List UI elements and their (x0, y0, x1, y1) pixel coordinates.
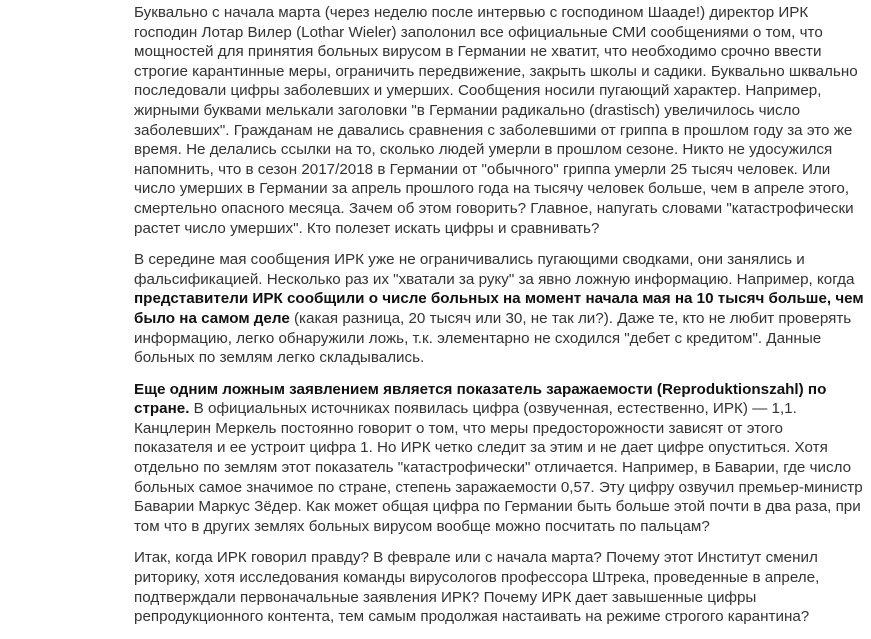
article-body (134, 3, 866, 639)
paragraph-text: В середине мая сообщения ИРК уже не ограничивались пугающими сводками, они занялись и фальсификацией. Несколько раз их "хватали за руку" за явно ложную информацию. Например, когда (134, 251, 855, 288)
paragraph-text: (какая разница, 20 тысяч или 30, не так ли?). Даже те, кто не любит проверять информацию, легко обнаружили ложь, т.к. элементарно не сходился "дебет с кредитом". Данные больных по землям легко складывались. (134, 309, 852, 367)
paragraph-may-falsification (134, 250, 866, 368)
paragraph-text: В официальных источниках появилась цифра (озвученная, естественно, ИРК) — 1,1. Канцлерин Меркель постоянно говорит о том, что меры предосторожности зависят от этого показателя и ее устроит цифра 1. Но ИРК четко следит за этим и не дает цифре опуститься. Хотя отдельно по землям этот показатель "катастрофически" отличается. Например, в Баварии, где число больных самое значимое по стране, степень заражаемости 0,57. Эту цифру озвучил премьер-министр Баварии Маркус Зёдер. Как может общая цифра по Германии быть больше этой почти в два раза, при том что в других землях больных вирусом вообще можно посчитать по пальцам? (134, 400, 863, 535)
paragraph-questions: Итак, когда ИРК говорил правду? В феврале или с начала марта? Почему этот Институт сменил риторику, хотя исследования команды вирусологов профессора Штрека, проведенные в апреле, подтверждали первоначальные заявления ИРК? Почему ИРК дает завышенные цифры репродукционного контента, тем самым продолжая настаивать на режиме строгого карантина? (134, 549, 820, 626)
paragraph-march-reports: Буквально с начала марта (через неделю после интервью с господином Шааде!) директор ИРК господин Лотар Вилер (Lothar Wieler) заполонил все официальные СМИ сообщениями о том, что мощностей для принятия больных вирусом в Германии не хватит, что необходимо срочно ввести строгие карантинные меры, ограничить передвижение, закрыть школы и садики. Буквально шквально последовали цифры заболевших и умерших. Сообщения носили пугающий характер. Например, жирными буквами мелькали заголовки "в Германии радикально (drastisch) увеличилось число заболевших". Гражданам не давались сравнения с заболевшими от гриппа в прошлом году за это же время. Не делались ссылки на то, сколько людей умерли в прошлом сезоне. Никто не удосужился напомнить, что в сезон 2017/2018 в Германии от "обычного" гриппа умерли 25 тысяч человек. Или число умерших в Германии за апрель прошлого года на тысячу человек больше, чем в апреле этого, смертельно опасного месяца. Зачем об этом говорить? Главное, напугать словами "катастрофически растет число умерших". Кто полезет искать цифры и сравнивать? (134, 4, 858, 237)
bold-highlight: представители ИРК сообщили о числе больных на момент начала мая на 10 тысяч больше, чем было на самом деле (134, 290, 864, 327)
paragraph-reproduction-rate (134, 380, 866, 537)
bold-highlight: Еще одним ложным заявлением является показатель заражаемости (Reproduktionszahl) по стране. (134, 380, 827, 418)
